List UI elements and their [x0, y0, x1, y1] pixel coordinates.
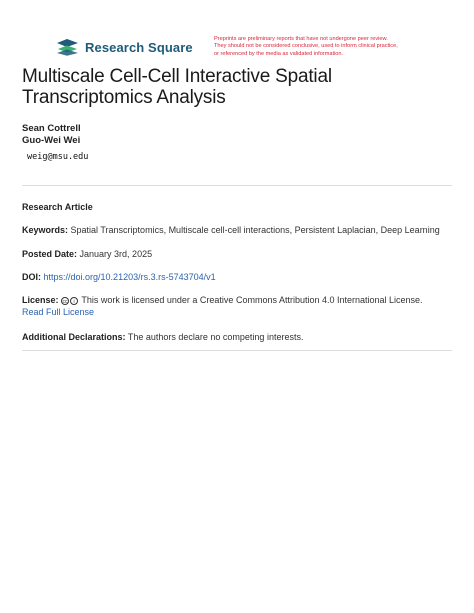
- divider: [22, 350, 452, 351]
- declarations-row: [22, 332, 454, 344]
- keywords-row: [22, 225, 454, 237]
- posted-date-value: January 3rd, 2025: [79, 249, 153, 259]
- author-name: Sean Cottrell: [22, 123, 81, 134]
- license-text: This work is licensed under a Creative Commons Attribution 4.0 International License.: [81, 295, 423, 305]
- posted-date-label: Posted Date:: [22, 249, 78, 259]
- attribution-icon: i: [70, 297, 78, 305]
- article-type-label: Research Article: [22, 202, 93, 212]
- article-type: [22, 202, 454, 214]
- declarations-value: The authors declare no competing interests.: [127, 332, 304, 342]
- keywords-value: Spatial Transcriptomics, Multiscale cell-cell interactions, Persistent Laplacian, Deep Learning: [70, 225, 440, 235]
- research-square-logo[interactable]: [56, 38, 193, 56]
- doi-link[interactable]: https://doi.org/10.21203/rs.3.rs-5743704/v1: [43, 272, 216, 282]
- divider: [22, 185, 452, 186]
- posted-date-row: [22, 249, 454, 261]
- brand-name: Research Square: [85, 39, 193, 55]
- author-list: [22, 123, 81, 147]
- author-name: Guo-Wei Wei: [22, 135, 81, 146]
- disclaimer-line: or referenced by the media as validated information.: [214, 50, 344, 57]
- read-full-license-link[interactable]: Read Full License: [22, 306, 95, 317]
- disclaimer-line: They should not be considered conclusive, used to inform clinical practice,: [214, 43, 398, 50]
- doi-label: DOI:: [22, 272, 41, 282]
- preprint-disclaimer: [214, 36, 444, 58]
- license-label: License:: [22, 295, 59, 305]
- creative-commons-icon: cc: [62, 298, 68, 305]
- declarations-label: Additional Declarations:: [22, 332, 126, 342]
- license-row: [22, 295, 454, 318]
- research-square-logo-icon: [56, 38, 80, 56]
- disclaimer-line: Preprints are preliminary reports that have not undergone peer review.: [214, 36, 388, 42]
- doi-row: [22, 272, 454, 284]
- author-email[interactable]: weig@msu.edu: [27, 152, 89, 162]
- keywords-label: Keywords:: [22, 225, 69, 235]
- paper-title: Multiscale Cell-Cell Interactive Spatial Transcriptomics Analysis: [22, 66, 332, 108]
